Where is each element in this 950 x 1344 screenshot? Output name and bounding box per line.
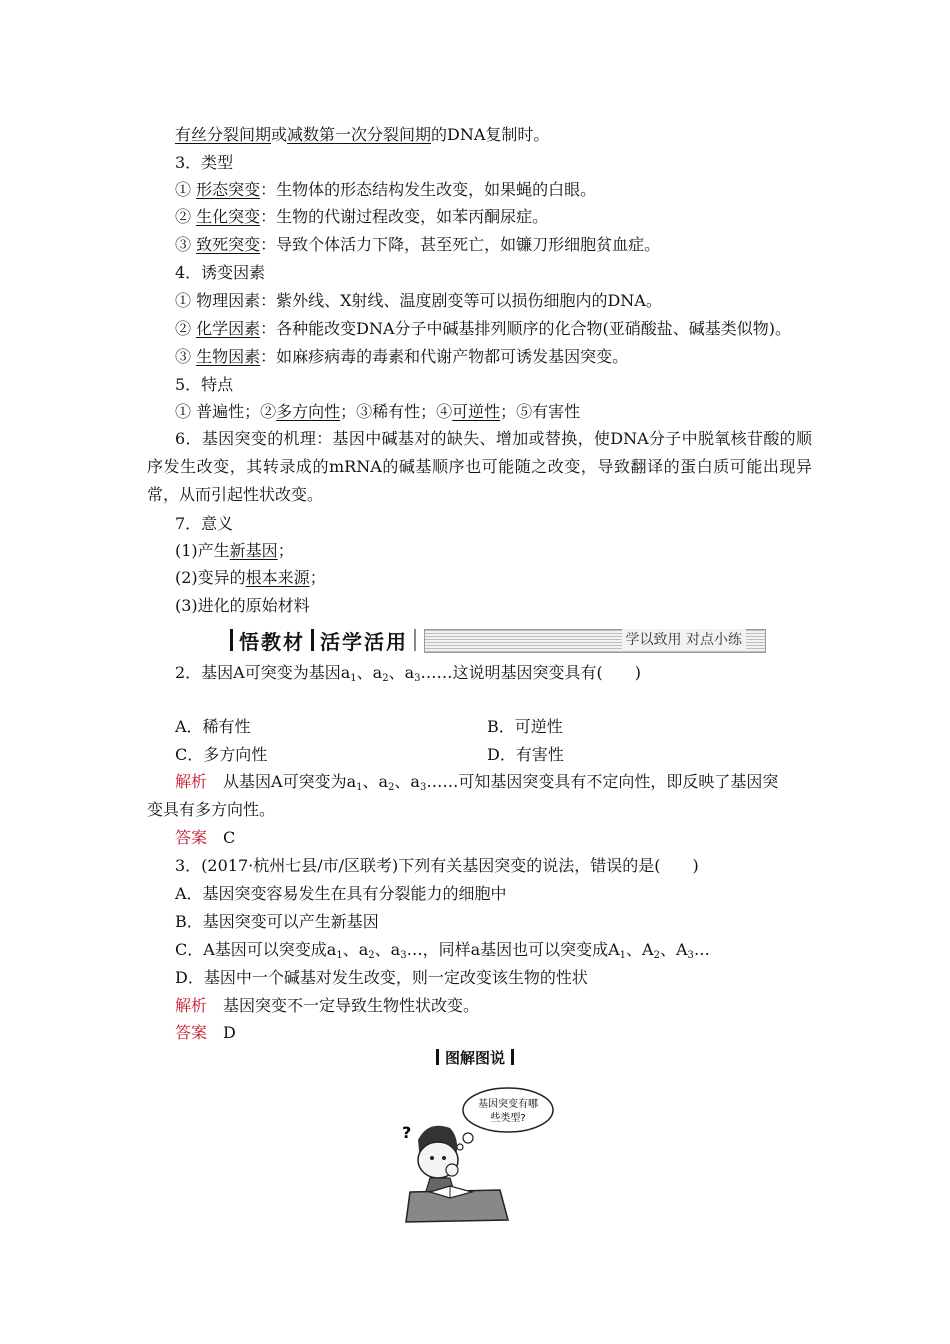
type-item-1	[175, 179, 596, 201]
term-multidirectional: 多方向性	[276, 402, 341, 421]
jx-b: 、a	[362, 772, 389, 791]
sub: 1	[336, 950, 343, 961]
answer-value: D	[207, 1023, 236, 1042]
types-heading: 3．类型	[175, 153, 234, 172]
mechanism-paragraph: 6．基因突变的机理：基因中碱基对的缺失、增加或替换，使DNA分子中脱氧核苷酸的顺序发生改变，其转录成的mRNA的碱基顺序也可能随之改变，导致翻译的蛋白质可能出现异常，从而引起性状改变。	[147, 429, 812, 504]
factor-item-2	[175, 318, 791, 340]
q2-stem-b: ……这说明基因突变具有( )	[420, 663, 641, 682]
sub: 2	[368, 950, 375, 961]
banner-bar-icon	[230, 629, 233, 651]
item-num: ②	[175, 319, 192, 338]
item-text: ：生物的代谢过程改变，如苯丙酮尿症。	[260, 207, 549, 226]
title-bar-icon	[436, 1049, 439, 1065]
banner-bar-icon	[311, 629, 314, 651]
jx-c: 、a	[394, 772, 420, 791]
sub: 1	[350, 673, 357, 684]
q3-answer	[175, 1022, 236, 1044]
item-num: ③	[175, 347, 192, 366]
section-banner	[224, 626, 766, 654]
sub: 2	[653, 950, 660, 961]
c-sep: 、A	[659, 940, 688, 959]
term-root-source: 根本来源	[245, 568, 310, 587]
sub: 3	[414, 673, 421, 684]
term-biochemical: 生化突变	[196, 207, 261, 226]
factor-item-1: ① 物理因素：紫外线、X射线、温度剧变等可以损伤细胞内的DNA。	[175, 291, 662, 310]
q3-option-d: D．基因中一个碱基对发生改变，则一定改变该生物的性状	[175, 968, 588, 987]
eye	[430, 1156, 434, 1160]
sub: 3	[419, 782, 427, 793]
thinking-student-illustration	[390, 1080, 560, 1230]
bubble-dot	[463, 1133, 473, 1143]
item-num: ③	[175, 235, 192, 254]
bubble-text-2: 些类型?	[490, 1113, 526, 1124]
meaning-1a: (1)产生	[175, 541, 230, 560]
meaning-2c: ；	[309, 568, 326, 587]
intro-mid: 或	[271, 125, 288, 144]
item-num: ②	[175, 207, 192, 226]
q2-option-d: D．有害性	[487, 745, 564, 764]
sub: 3	[687, 950, 694, 961]
banner-right: 活学活用	[320, 629, 408, 654]
intro-line	[175, 124, 549, 146]
q2-option-b: B．可逆性	[487, 717, 563, 736]
features-e: ；⑤有害性	[500, 402, 581, 421]
answer-label: 答案	[175, 828, 208, 847]
jx-d: ……可知基因突变具有不定向性，即反映了基因突	[426, 772, 779, 791]
meaning-2a: (2)变异的	[175, 568, 246, 587]
item-text: ：各种能改变DNA分子中碱基排列顺序的化合物(亚硝酸盐、碱基类似物)。	[260, 319, 791, 338]
meaning-item-1	[175, 540, 294, 562]
meaning-item-3: (3)进化的原始材料	[175, 596, 310, 615]
factor-item-3	[175, 346, 628, 368]
sub: 2	[382, 673, 389, 684]
bubble-dot	[457, 1144, 463, 1150]
item-num: ①	[175, 180, 192, 199]
banner-title	[224, 626, 422, 654]
question-mark-icon: ?	[402, 1123, 412, 1142]
term-meiosis-interphase: 减数第一次分裂间期	[287, 125, 432, 144]
type-item-3	[175, 234, 660, 256]
q2-answer	[175, 827, 235, 849]
term-reversible: 可逆性	[452, 402, 501, 421]
banner-tag: 学以致用 对点小练	[622, 629, 746, 651]
meaning-item-2	[175, 567, 326, 589]
analysis-label: 解析	[175, 996, 208, 1015]
q3-stem: 3．(2017·杭州七县/市/区联考)下列有关基因突变的说法，错误的是( )	[175, 856, 699, 875]
q2-analysis-line2: 变具有多方向性。	[147, 800, 276, 819]
c-b: …，同样a基因也可以突变成A	[406, 940, 620, 959]
c-sep: 、a	[374, 940, 401, 959]
analysis-text: 基因突变不一定导致生物性状改变。	[207, 996, 480, 1015]
sep: 、a	[388, 663, 415, 682]
jx-a: 从基因A可突变为a	[207, 772, 357, 791]
term-mitosis-interphase: 有丝分裂间期	[175, 125, 272, 144]
c-a: C．A基因可以突变成a	[175, 940, 337, 959]
intro-tail: 的DNA复制时。	[431, 125, 550, 144]
q3-option-b: B．基因突变可以产生新基因	[175, 912, 379, 931]
answer-label: 答案	[175, 1023, 208, 1042]
item-text: ：导致个体活力下降，甚至死亡，如镰刀形细胞贫血症。	[260, 235, 661, 254]
banner-bar-icon	[414, 629, 416, 651]
features-c: ；③稀有性；④	[340, 402, 453, 421]
q3-option-a: A．基因突变容易发生在具有分裂能力的细胞中	[175, 884, 507, 903]
sub: 2	[388, 782, 395, 793]
meaning-1c: ；	[277, 541, 294, 560]
term-chemical: 化学因素	[196, 319, 261, 338]
c-sep: 、a	[342, 940, 369, 959]
bubble-text-1: 基因突变有哪	[478, 1099, 538, 1110]
title-bar-icon	[511, 1049, 514, 1065]
features-a: ① 普遍性；②	[175, 402, 277, 421]
figure-title-text: 图解图说	[444, 1049, 505, 1067]
type-item-2	[175, 206, 548, 228]
q3-analysis	[175, 995, 479, 1017]
sep: 、a	[356, 663, 383, 682]
q3-option-c	[175, 939, 710, 964]
features-heading: 5．特点	[175, 375, 234, 394]
term-biological: 生物因素	[196, 347, 261, 366]
sub: 1	[619, 950, 627, 961]
features-line	[175, 401, 580, 423]
q2-analysis	[175, 771, 778, 796]
q2-option-a: A．稀有性	[175, 717, 251, 736]
term-morphological: 形态突变	[196, 180, 261, 199]
analysis-label: 解析	[175, 772, 208, 791]
q2-stem-a: 2．基因A可突变为基因a	[175, 663, 351, 682]
c-c: …	[693, 940, 710, 959]
q2-option-c: C．多方向性	[175, 745, 268, 764]
eye	[442, 1156, 446, 1160]
section-figure-title	[0, 1047, 950, 1068]
item-text: ：生物体的形态结构发生改变，如果蝇的白眼。	[260, 180, 597, 199]
term-lethal: 致死突变	[196, 235, 261, 254]
factors-heading: 4．诱变因素	[175, 263, 266, 282]
thought-bubble	[463, 1088, 553, 1132]
c-sep: 、A	[626, 940, 654, 959]
term-new-gene: 新基因	[229, 541, 278, 560]
sub: 1	[356, 782, 363, 793]
sub: 3	[400, 950, 407, 961]
hand	[446, 1164, 458, 1176]
banner-left: 悟教材	[239, 629, 305, 654]
answer-value: C	[207, 828, 236, 847]
meaning-heading: 7．意义	[175, 514, 234, 533]
item-text: ：如麻疹病毒的毒素和代谢产物都可诱发基因突变。	[260, 347, 629, 366]
q2-stem	[175, 662, 641, 687]
